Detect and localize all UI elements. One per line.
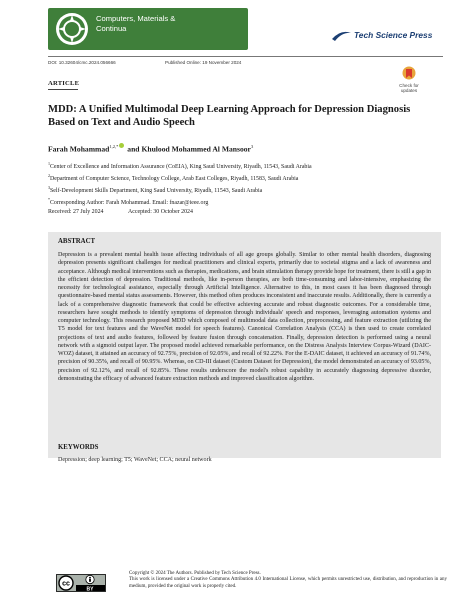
- abstract-heading: ABSTRACT: [58, 238, 96, 245]
- cc-by-license-icon[interactable]: [56, 574, 106, 592]
- affiliation-1: [48, 160, 448, 171]
- author-2[interactable]: Khulood Mohammed Al Mansoor: [141, 144, 251, 154]
- published-date: Published Online: 19 November 2024: [165, 60, 242, 65]
- corresponding-marker: *: [48, 197, 50, 202]
- publisher-name: Tech Science Press: [354, 30, 433, 40]
- abstract-text: Depression is a prevalent mental health issue affecting individuals of all age groups globally. Similar to other mental health disorders, diagnosing depression presents significant challenges for medical practitioners and clinical experts, primarily due to societal stigma and a lack of awareness and acceptance. Although medical interventions such as therapies, medications, and brain stimulation therapy provide hope for treatment, there is still a gap in the efficient detection of depression. Traditional methods, like in-person therapies, are both time-consuming and labor-intensive, emphasizing the necessity for technological assistance, especially through Artificial Intelligence. Alternative to this, in most cases it has been diagnosed through questionnaire-based mental status assessments. However, this method often produces inconsistent and inaccurate results. Additionally, there is currently a lack of a comprehensive diagnostic framework that could be effective achieving accurate and robust diagnostic outcomes. For a considerable time, researchers have sought methods to identify symptoms of depression through individuals' speech and responses, leveraging automation systems and computer technology. This research proposed MDD which composed of multimodal data collection, preprocessing, and feature extraction (utilizing the T5 model for text features and the WaveNet model for speech features). Canonical Correlation Analysis (CCA) is then used to create correlated projections of text and audio features, followed by feature fusion through concatenation. Finally, depression detection is performed using a neural network with a sigmoid output layer. The proposed model achieved remarkable performance, on the Distress Analysis Interview Corpus-Wizard (DAIC-WOZ) dataset, it attained an accuracy of 92.75%, precision of 92.05%, and recall of 92.22%. For the E-DAIC dataset, it achieved an accuracy of 91.74%, precision of 90.35%, and recall of 90.95%. Whereas, on CD-III dataset (Custom Dataset for Depression), the model demonstrated an accuracy of 93.05%, precision of 92.12%, and recall of 92.85%. These results underscore the model's robust capability in accurately diagnosing depressive disorder, demonstrating the efficacy of advanced feature extraction methods and improved classification algorithm.: [58, 252, 431, 382]
- check-for-updates-label: Check for updates: [399, 83, 419, 94]
- cc-by-label: BY: [86, 586, 94, 592]
- article-type: ARTICLE: [48, 80, 80, 87]
- copyright-line: Copyright © 2024 The Authors. Published by Tech Science Press.: [129, 571, 261, 576]
- corresponding-author-text[interactable]: Corresponding Author: Farah Mohammad. Email: fnazar@ieee.org: [50, 199, 209, 206]
- keywords-heading: KEYWORDS: [58, 444, 99, 451]
- article-type-underline: [48, 89, 78, 90]
- author-separator: and: [125, 144, 142, 154]
- journal-logo-icon: [54, 11, 90, 47]
- footer-license: [129, 571, 447, 590]
- affiliation-3-text: Self-Development Skills Department, King Saud University, Riyadh, 11543, Saudi Arabia: [50, 187, 263, 194]
- check-for-updates-badge[interactable]: [392, 66, 426, 100]
- abstract-box: [48, 232, 441, 458]
- journal-name-line2: Continua: [96, 24, 127, 33]
- doi-link[interactable]: DOI: 10.32604/cmc.2024.056666: [48, 60, 116, 65]
- affiliation-3: [48, 184, 448, 195]
- affiliation-2-text: Department of Computer Science, Technology College, Arab East Colleges, Riyadh, 11583, Saudi Arabia: [50, 175, 299, 182]
- received-date: Received: 27 July 2024: [48, 209, 104, 215]
- journal-name: [96, 14, 246, 34]
- journal-name-line1: Computers, Materials &: [96, 14, 176, 23]
- keywords-text: Depression; deep learning; T5; WaveNet; CCA; neural network: [58, 457, 212, 463]
- author-2-affiliation: 3: [250, 144, 254, 149]
- publisher-logo[interactable]: [330, 29, 440, 43]
- svg-text:cc: cc: [62, 580, 70, 588]
- affiliation-1-marker: 1: [48, 161, 50, 166]
- author-1-affiliation: 1,2,*: [109, 144, 119, 149]
- affiliation-2: [48, 172, 448, 183]
- publisher-swoosh-icon: [330, 29, 352, 43]
- corresponding-author: [48, 196, 448, 207]
- orcid-icon[interactable]: [119, 143, 124, 148]
- bookmark-icon: [402, 66, 416, 82]
- paper-title: MDD: A Unified Multimodal Deep Learning Approach for Depression Diagnosis Based on Text and Audio Speech: [48, 104, 411, 129]
- affiliation-3-marker: 3: [48, 185, 50, 190]
- journal-banner[interactable]: [48, 8, 248, 50]
- affiliation-1-text: Center of Excellence and Information Assurance (CoEIA), King Saud University, Riyadh, 11543, Saudi Arabia: [50, 163, 312, 170]
- accepted-date: Accepted: 30 October 2024: [128, 209, 193, 215]
- affiliation-2-marker: 2: [48, 173, 50, 178]
- license-line: This work is licensed under a Creative Commons Attribution 4.0 International License, which permits unrestricted use, distribution, and reproduction in any medium, provided the original work is properly cited.: [129, 577, 447, 589]
- author-list: [48, 143, 253, 154]
- author-1[interactable]: Farah Mohammad: [48, 144, 110, 154]
- header-divider: [48, 56, 443, 57]
